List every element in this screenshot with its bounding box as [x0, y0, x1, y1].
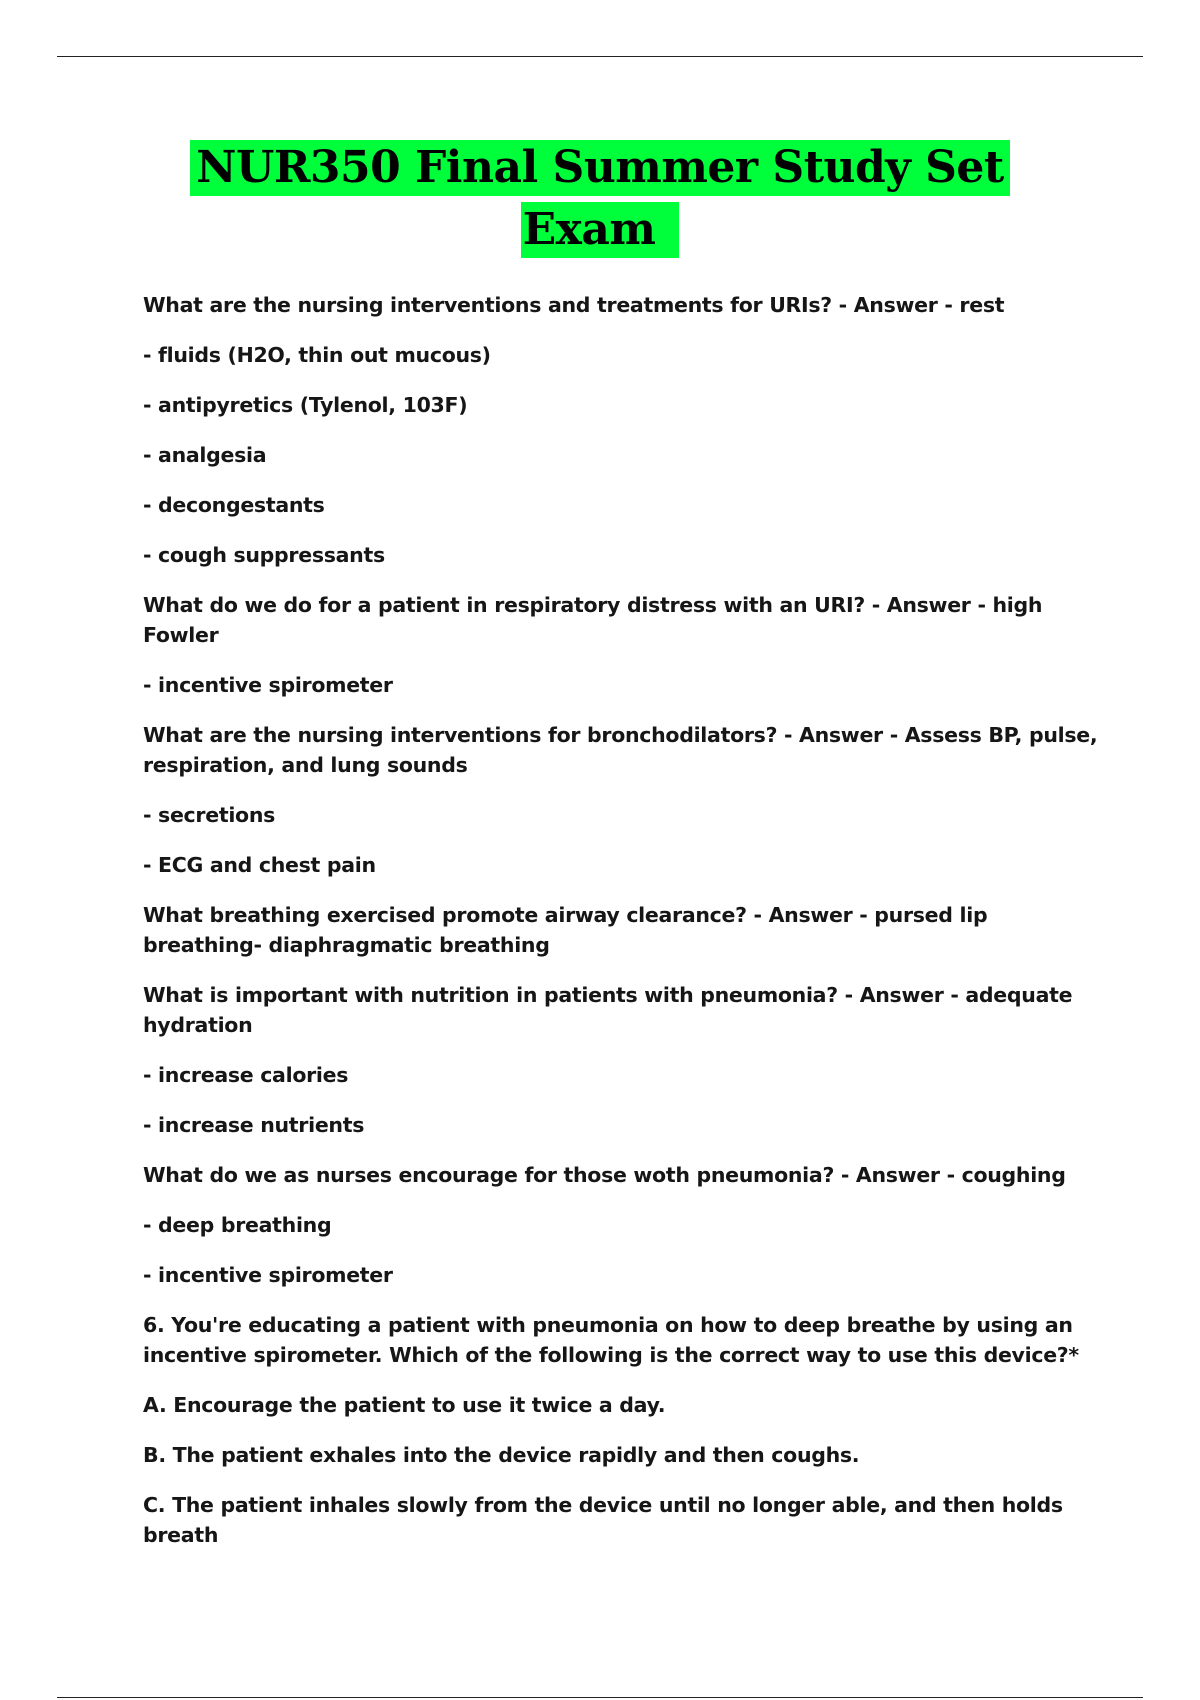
- paragraph: - deep breathing: [143, 1213, 332, 1237]
- document-body: [143, 290, 1103, 1570]
- paragraph: - increase nutrients: [143, 1113, 365, 1137]
- paragraph: - incentive spirometer: [143, 673, 393, 697]
- paragraph: - cough suppressants: [143, 543, 385, 567]
- paragraph: - ECG and chest pain: [143, 853, 376, 877]
- paragraph: What are the nursing interventions and treatments for URIs? - Answer - rest: [143, 293, 1005, 317]
- paragraph: B. The patient exhales into the device rapidly and then coughs.: [143, 1443, 860, 1467]
- paragraph: - analgesia: [143, 443, 267, 467]
- paragraph: - secretions: [143, 803, 276, 827]
- paragraph: What is important with nutrition in patients with pneumonia? - Answer - adequate hydration: [143, 983, 1073, 1037]
- document-title: [0, 140, 1200, 258]
- header-rule: [57, 56, 1143, 57]
- title-line-2: Exam: [521, 202, 680, 258]
- paragraph: A. Encourage the patient to use it twice a day.: [143, 1393, 666, 1417]
- paragraph: What are the nursing interventions for bronchodilators? - Answer - Assess BP, pulse, respiration, and lung sounds: [143, 723, 1098, 777]
- paragraph: - antipyretics (Tylenol, 103F): [143, 393, 468, 417]
- title-line-1: NUR350 Final Summer Study Set: [190, 140, 1010, 196]
- paragraph: - fluids (H2O, thin out mucous): [143, 343, 491, 367]
- paragraph: What do we do for a patient in respiratory distress with an URI? - Answer - high Fowler: [143, 593, 1043, 647]
- paragraph: - decongestants: [143, 493, 325, 517]
- paragraph: - increase calories: [143, 1063, 349, 1087]
- footer-rule: [57, 1697, 1143, 1698]
- paragraph: What breathing exercised promote airway clearance? - Answer - pursed lip breathing- diaphragmatic breathing: [143, 903, 988, 957]
- paragraph: 6. You're educating a patient with pneumonia on how to deep breathe by using an incentive spirometer. Which of the following is the correct way to use this device?*: [143, 1313, 1079, 1367]
- paragraph: - incentive spirometer: [143, 1263, 393, 1287]
- paragraph: What do we as nurses encourage for those woth pneumonia? - Answer - coughing: [143, 1163, 1066, 1187]
- paragraph: C. The patient inhales slowly from the device until no longer able, and then holds breath: [143, 1493, 1063, 1547]
